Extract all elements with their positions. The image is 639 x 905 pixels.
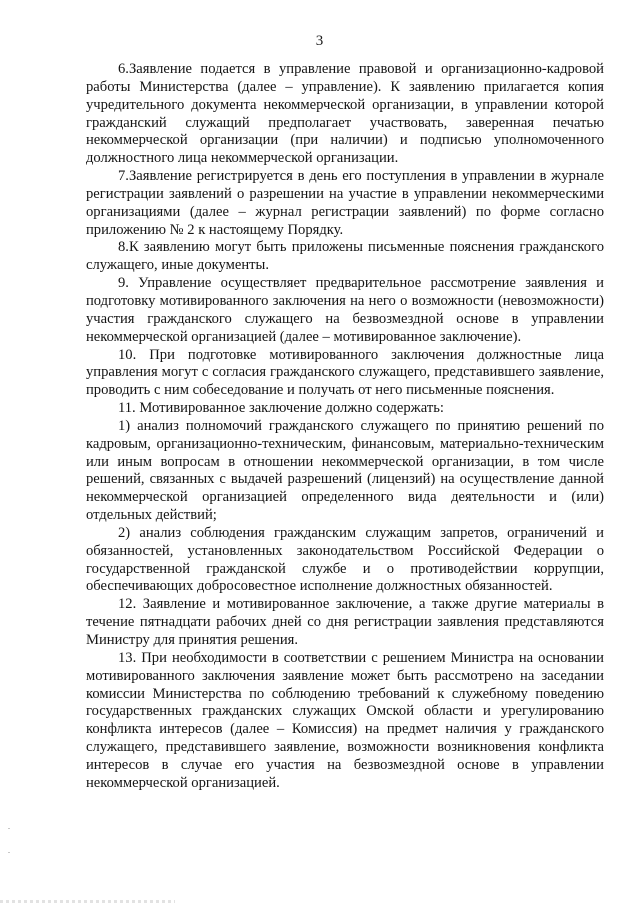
paragraph-10: 10. При подготовке мотивированного заключения должностные лица управления могут с согласия гражданского служащего, представившего заявление, проводить с ним собеседование и получать от него письменные пояснения. <box>86 346 604 399</box>
page-number: 3 <box>315 33 324 49</box>
paragraph-8: 8.К заявлению могут быть приложены письменные пояснения гражданского служащего, иные документы. <box>86 239 604 274</box>
paragraph-11: 11. Мотивированное заключение должно содержать: <box>118 400 444 417</box>
paragraph-11-item-2: 2) анализ соблюдения гражданским служащим запретов, ограничений и обязанностей, установленных законодательством Российской Федерации о государственной гражданской службе и о противодействии коррупции, обеспечивающих добросовестное исполнение должностных обязанностей. <box>86 524 604 595</box>
document-body <box>86 61 604 793</box>
scan-artifact-mark <box>8 852 10 853</box>
paragraph-11-item-1: 1) анализ полномочий гражданского служащего по принятию решений по кадровым, организационно-техническим, финансовым, материально-техническим или иным вопросам в отношении некоммерческой организации, в том числе решений, связанных с выдачей разрешений (лицензий) на осуществление данной некоммерческой организацией определенного вида деятельности и (или) отдельных действий; <box>86 417 604 524</box>
scan-artifact-strip <box>0 900 175 903</box>
paragraph-9: 9. Управление осуществляет предварительное рассмотрение заявления и подготовку мотивированного заключения на него о возможности (невозможности) участия гражданского служащего на безвозмездной основе в управлении некоммерческой организацией (далее – мотивированное заключение). <box>86 275 604 345</box>
paragraph-13: 13. При необходимости в соответствии с решением Министра на основании мотивированного заключения заявление может быть рассмотрено на заседании комиссии Министерства по соблюдению требований к служебному поведению государственных гражданских служащих Омской области и урегулированию конфликта интересов (далее – Комиссия) на предмет наличия у гражданского служащего, представившего заявление, возможности возникновения конфликта интересов в случае его участия на безвозмездной основе в управлении некоммерческой организацией. <box>86 649 604 791</box>
scan-artifact-mark <box>8 828 10 829</box>
paragraph-6: 6.Заявление подается в управление правовой и организационно-кадровой работы Министерства (далее – управление). К заявлению прилагается копия учредительного документа некоммерческой организации, в управлении которой гражданский служащий предполагает участвовать, заверенная печатью некоммерческой организации (при наличии) и подписью уполномоченного должностного лица некоммерческой организации. <box>86 61 604 167</box>
paragraph-7: 7.Заявление регистрируется в день его поступления в управлении в журнале регистрации заявлений о разрешении на участие в управлении некоммерческими организациями (далее – журнал регистрации заявлений) по форме согласно приложению № 2 к настоящему Порядку. <box>86 168 604 238</box>
paragraph-12: 12. Заявление и мотивированное заключение, а также другие материалы в течение пятнадцати рабочих дней со дня регистрации заявления представляются Министру для принятия решения. <box>86 596 604 648</box>
